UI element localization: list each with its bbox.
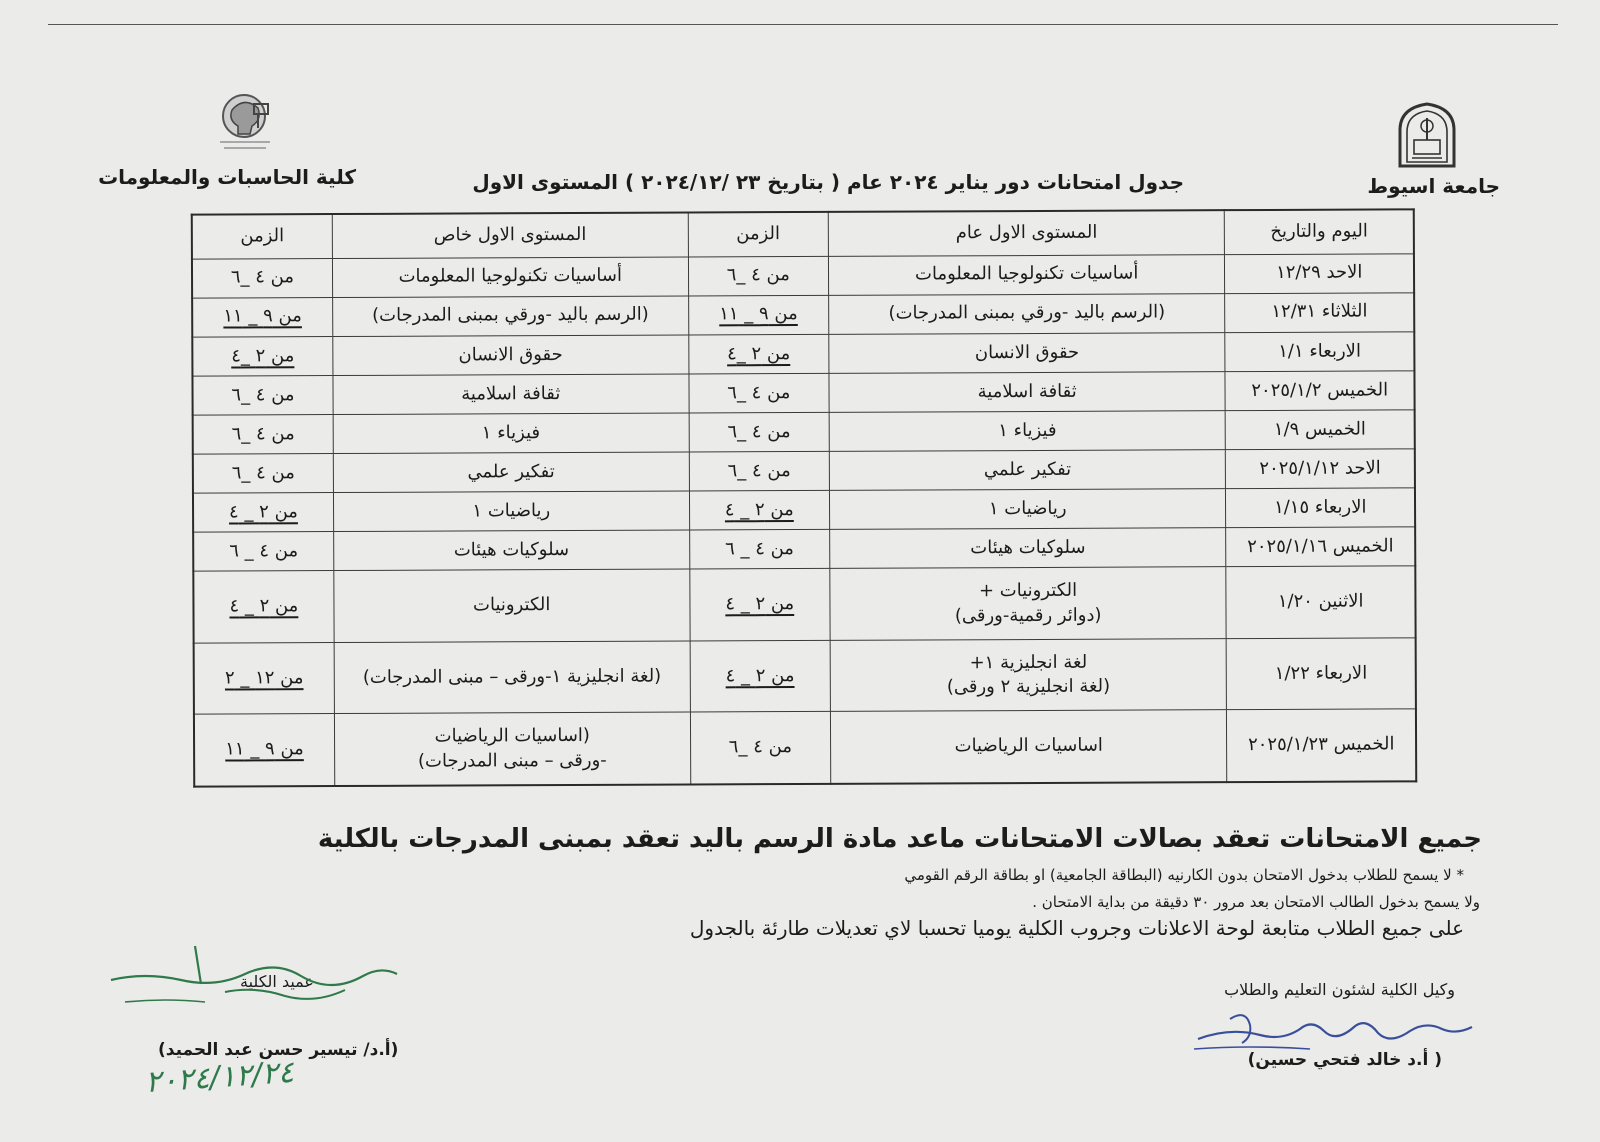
cell-special-course: رياضيات ١ xyxy=(333,491,689,532)
table-row xyxy=(193,488,1415,532)
table-row xyxy=(192,332,1414,376)
notes-late-entry: ولا يسمح بدخول الطالب الامتحان بعد مرور ٣٠ دقيقة من بداية الامتحان . xyxy=(1032,893,1480,911)
cell-special-course: ثقافة اسلامية xyxy=(333,374,689,415)
table-row xyxy=(193,566,1415,643)
cell-special-time: من ٩ _ ١١ xyxy=(194,714,335,787)
cell-day: الاربعاء ١/١ xyxy=(1225,332,1414,372)
table-row xyxy=(192,371,1414,415)
table-row xyxy=(194,709,1416,787)
cell-special-time: من ٩ _ ١١ xyxy=(192,297,332,337)
cell-day: الخميس ٢٠٢٥/١/١٦ xyxy=(1226,527,1415,567)
top-rule xyxy=(48,24,1558,25)
col-header-time-general: الزمن xyxy=(688,212,828,257)
dean-handwritten-date: ٢٠٢٤/١٢/٢٤ xyxy=(143,1054,296,1101)
cell-day: الثلاثاء ١٢/٣١ xyxy=(1225,292,1414,332)
col-header-time-special: الزمن xyxy=(192,214,333,259)
cell-general-time: من ٢ _ ٤ xyxy=(689,490,829,530)
cell-special-course: (الرسم باليد -ورقي بمبنى المدرجات) xyxy=(332,296,688,337)
table-row xyxy=(194,638,1416,715)
cell-general-course: ثقافة اسلامية xyxy=(829,371,1226,412)
cell-general-time: من ٤ _٦ xyxy=(689,451,829,491)
cell-special-course: سلوكيات هيئات xyxy=(333,530,689,571)
cell-day: الخميس ٢٠٢٥/١/٢ xyxy=(1225,371,1414,411)
university-name: جامعة اسيوط xyxy=(1367,174,1500,198)
table-row xyxy=(193,449,1415,493)
cell-general-course: اساسيات الرياضيات xyxy=(830,710,1227,784)
cell-special-course: تفكير علمي xyxy=(333,452,689,493)
cell-special-time: من ٤ _٦ xyxy=(193,414,333,454)
dean-title: عميد الكلية xyxy=(240,972,314,991)
cell-day: الخميس ٢٠٢٥/١/٢٣ xyxy=(1227,709,1416,782)
cell-day: الاربعاء ١/٢٢ xyxy=(1227,638,1416,710)
cell-general-course: فيزياء ١ xyxy=(829,411,1226,452)
cell-general-course: أساسيات تكنولوجيا المعلومات xyxy=(828,254,1225,295)
vice-dean-title: وكيل الكلية لشئون التعليم والطلاب xyxy=(1224,980,1455,999)
faculty-logo-icon xyxy=(210,90,282,158)
cell-special-time: من ٢ _٤ xyxy=(192,336,332,376)
table-row xyxy=(192,292,1414,336)
notes-id-requirement: * لا يسمح للطلاب بدخول الامتحان بدون الكارنيه (البطاقة الجامعية) او بطاقة الرقم القومي xyxy=(904,866,1464,884)
cell-general-time: من ٩ _ ١١ xyxy=(688,295,828,335)
cell-special-time: من ٢ _ ٤ xyxy=(193,571,334,643)
cell-special-time: من ٤ _٦ xyxy=(193,454,333,494)
notes-follow-announcements: على جميع الطلاب متابعة لوحة الاعلانات وجروب الكلية يوميا تحسبا لاي تعديلات طارئة بالجدول xyxy=(689,916,1464,940)
exam-schedule-table xyxy=(191,208,1417,787)
vice-dean-name: ( أ.د خالد فتحي حسين) xyxy=(1247,1050,1442,1070)
assiut-university-seal-icon xyxy=(1392,100,1462,170)
dean-name: (أ.د/ تيسير حسن عبد الحميد) xyxy=(158,1040,399,1060)
cell-special-time: من ٢ _ ٤ xyxy=(193,493,333,533)
table-row xyxy=(192,253,1414,297)
cell-day: الاحد ١٢/٢٩ xyxy=(1225,253,1414,293)
cell-day: الاحد ٢٠٢٥/١/١٢ xyxy=(1226,449,1415,489)
cell-special-time: من ١٢ _ ٢ xyxy=(194,642,335,714)
cell-general-time: من ٤ _ ٦ xyxy=(689,530,829,570)
cell-general-time: من ٤ _٦ xyxy=(689,373,829,413)
page-title: جدول امتحانات دور يناير ٢٠٢٤ عام ( بتاريخ ٢٣ /٢٠٢٤/١٢ ) المستوى الاول xyxy=(472,170,1184,194)
col-header-special: المستوى الاول خاص xyxy=(332,213,688,259)
cell-general-time: من ٤ _٦ xyxy=(690,712,831,785)
cell-general-course: لغة انجليزية ١+ (لغة انجليزية ٢ ورقى) xyxy=(830,638,1227,711)
cell-special-course: حقوق الانسان xyxy=(333,335,689,376)
cell-special-course: فيزياء ١ xyxy=(333,413,689,454)
faculty-name: كلية الحاسبات والمعلومات xyxy=(98,165,356,189)
cell-general-course: تفكير علمي xyxy=(829,450,1226,491)
cell-general-time: من ٢ _٤ xyxy=(688,334,828,374)
cell-day: الاثنين ١/٢٠ xyxy=(1226,566,1415,638)
cell-special-time: من ٤ _٦ xyxy=(192,258,332,298)
cell-special-time: من ٤ _ ٦ xyxy=(193,532,333,572)
col-header-day: اليوم والتاريخ xyxy=(1225,209,1414,254)
table-row xyxy=(193,527,1415,571)
cell-special-course: (لغة انجليزية ١-ورقى – مبنى المدرجات) xyxy=(334,641,690,714)
cell-general-course: سلوكيات هيئات xyxy=(830,528,1227,569)
cell-special-course: أساسيات تكنولوجيا المعلومات xyxy=(332,257,688,298)
table-row xyxy=(193,410,1415,454)
cell-general-course: (الرسم باليد -ورقي بمبنى المدرجات) xyxy=(829,293,1226,334)
table-header-row xyxy=(192,209,1414,258)
cell-general-course: الكترونيات + (دوائر رقمية-ورقى) xyxy=(830,567,1227,640)
col-header-general: المستوى الاول عام xyxy=(828,210,1225,256)
cell-special-course: (اساسيات الرياضيات -ورقى – مبنى المدرجات) xyxy=(334,712,690,786)
cell-general-time: من ٢ _ ٤ xyxy=(689,569,830,641)
cell-day: الخميس ١/٩ xyxy=(1226,410,1415,450)
cell-special-course: الكترونيات xyxy=(334,569,690,642)
notes-main: جميع الامتحانات تعقد بصالات الامتحانات ماعد مادة الرسم باليد تعقد بمبنى المدرجات بالكلية xyxy=(317,824,1482,854)
cell-day: الاربعاء ١/١٥ xyxy=(1226,488,1415,528)
cell-general-course: حقوق الانسان xyxy=(829,332,1226,373)
cell-general-time: من ٢ _ ٤ xyxy=(690,640,831,712)
cell-general-course: رياضيات ١ xyxy=(829,489,1226,530)
dean-signature xyxy=(105,940,405,1020)
cell-general-time: من ٤ _٦ xyxy=(688,256,828,296)
cell-special-time: من ٤ _٦ xyxy=(192,375,332,415)
cell-general-time: من ٤ _٦ xyxy=(689,412,829,452)
